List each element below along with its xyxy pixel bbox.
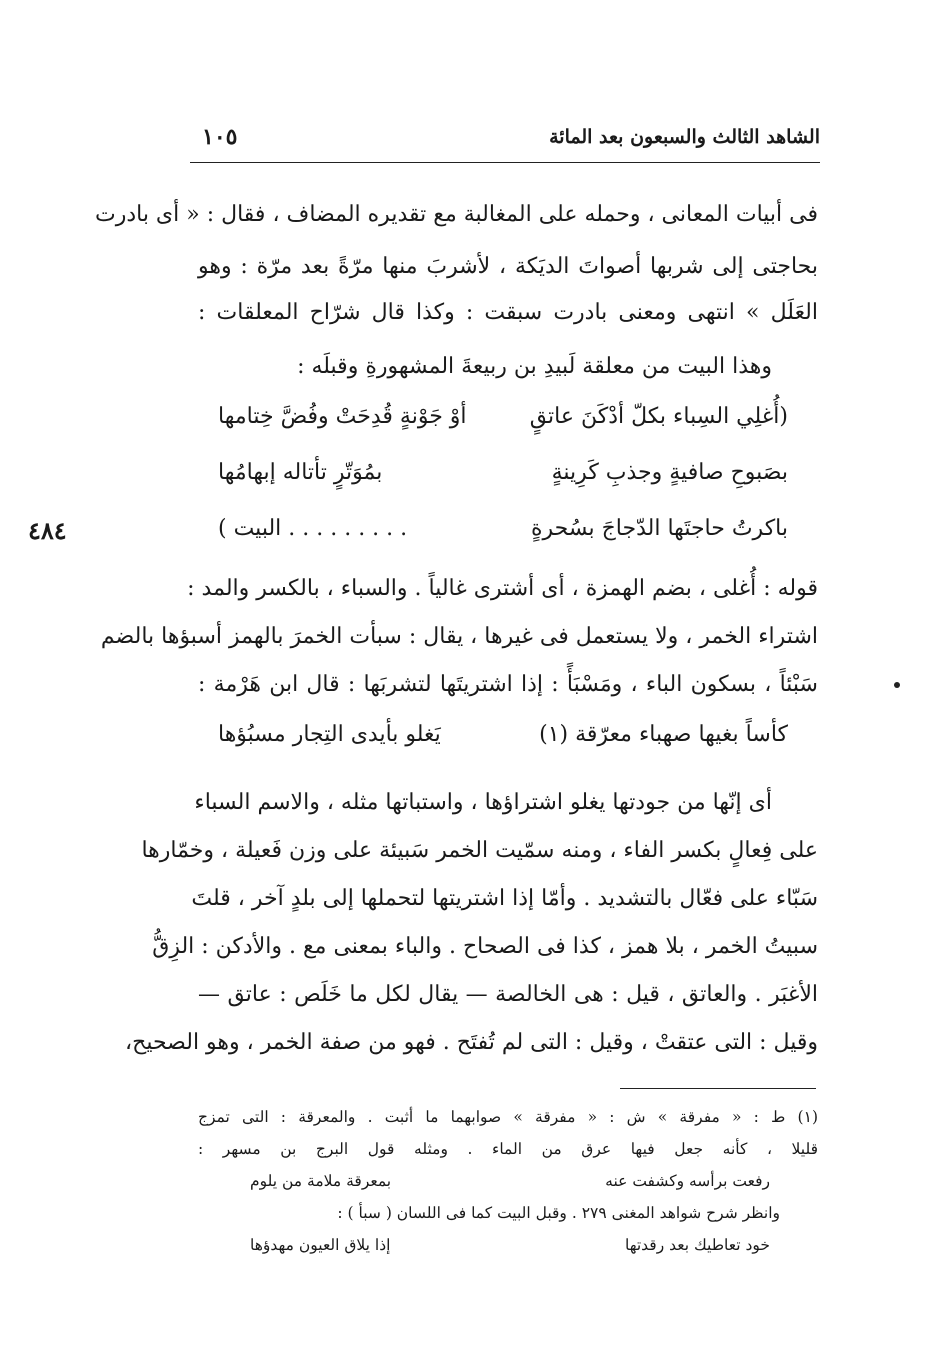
footnote-line: قليلا ، كأنه جعل فيها عرق من الماء . ومثله قول البرج بن مسهر : <box>198 1140 818 1158</box>
hemistich-first: خود تعاطيك بعد رقدتها <box>624 1236 770 1254</box>
body-line: سبيتُ الخمر ، بلا همز ، كذا فى الصحاح . والباء بمعنى مع . والأدكن : الزِقُّ <box>152 934 818 959</box>
margin-page-reference: ٤٨٤ <box>28 516 67 545</box>
body-line: قوله : أُغلى ، بضم الهمزة ، أى أشترى غالياً . والسباء ، بالكسر والمد : <box>187 576 818 601</box>
verse-line <box>218 404 818 438</box>
hemistich-first: كأساً بغيها صهباء معرّقة (١) <box>539 722 788 747</box>
body-line: اشتراء الخمر ، ولا يستعمل فى غيرها ، يقال : سبأت الخمرَ بالهمز أسبؤها بالضم <box>100 624 818 649</box>
hemistich-first: بصَبوحِ صافيةٍ وجذبِ كَرِينةٍ <box>551 460 788 485</box>
body-line: على فِعالٍ بكسر الفاء ، ومنه سمّيت الخمر سَبيئة على وزن فَعيلة ، وخمّارها <box>141 838 818 863</box>
body-line: بحاجتى إلى شربها أصواتَ الديَكة ، لأشربَ منها مرّةً بعد مرّة : وهو <box>198 254 818 279</box>
hemistich-second: . . . . . . . . . البيت ) <box>218 516 408 541</box>
hemistich-second: أوْ جَوْنةٍ قُدِحَتْ وفُضَّ خِتامها <box>218 404 467 429</box>
hemistich-first: باكرتُ حاجتَها الدّجاجَ بسُحرةٍ <box>531 516 788 541</box>
footnote-line: وانظر شرح شواهد المغنى ٢٧٩ . وقبل البيت كما فى اللسان ( سبأ ) : <box>337 1204 780 1222</box>
footnote-rule <box>620 1088 816 1089</box>
footnote-line: (١) ط : « مفرقة » ش : « مفرقة » صوابهما ما أثبت . والمعرقة : التى تمزج <box>198 1108 818 1126</box>
body-line: سَبّاء على فعّال بالتشديد . وأمّا إذا اشتريتها لتحملها إلى بلدٍ آخر ، قلتَ <box>191 886 818 911</box>
body-line: الأغبَر . والعاتق ، قيل : هى الخالصة — يقال لكل ما خَلَص : عاتق — <box>198 982 818 1007</box>
body-line: وقيل : التى عتقتْ ، وقيل : التى لم تُفتَح . فهو من صفة الخمر ، وهو الصحيح، <box>125 1030 818 1055</box>
hemistich-second: بمعرقة ملامة من يلوم <box>250 1172 392 1190</box>
body-line: سَبْئاً ، بسكون الباء ، ومَسْبَأً : إذا اشتريتَها لتشربَها : قال ابن هَرْمة : <box>198 672 818 697</box>
footnote-verse <box>250 1234 770 1256</box>
verse-line <box>218 516 818 550</box>
hemistich-second: يَغلو بأيدى التِجار مسبُؤها <box>218 722 441 747</box>
header-rule <box>190 162 820 163</box>
verse-line <box>218 460 818 494</box>
hemistich-second: بمُوَتّرٍ تأتاله إبهامُها <box>218 460 383 485</box>
hemistich-second: إذا يلاق العيون مهدؤها <box>250 1236 391 1254</box>
hemistich-first: رفعت برأسه وكشفت عنه <box>605 1172 770 1190</box>
print-speck <box>894 682 900 688</box>
header-title: الشاهد الثالث والسبعون بعد المائة <box>549 126 820 148</box>
page-number: ١٠٥ <box>202 124 238 150</box>
body-line: أى إنّها من جودتها يغلو اشتراؤها ، واستباتها مثله ، والاسم السباء <box>194 790 772 815</box>
body-line: فى أبيات المعانى ، وحمله على المغالبة مع تقديره المضاف ، فقال : « أى بادرت <box>94 202 818 227</box>
footnote-verse <box>250 1170 770 1192</box>
running-header <box>190 122 820 162</box>
verse-line <box>218 722 818 756</box>
body-line: العَلَل » انتهى ومعنى بادرت سبقت : وكذا قال شرّاح المعلقات : <box>198 300 818 325</box>
hemistich-first: (أُغلِي السِباء بكلّ أدْكَنَ عاتقٍ <box>529 404 788 429</box>
body-line: وهذا البيت من معلقة لَبيدِ بن ربيعةَ المشهورةِ وقبلَه : <box>297 354 772 379</box>
